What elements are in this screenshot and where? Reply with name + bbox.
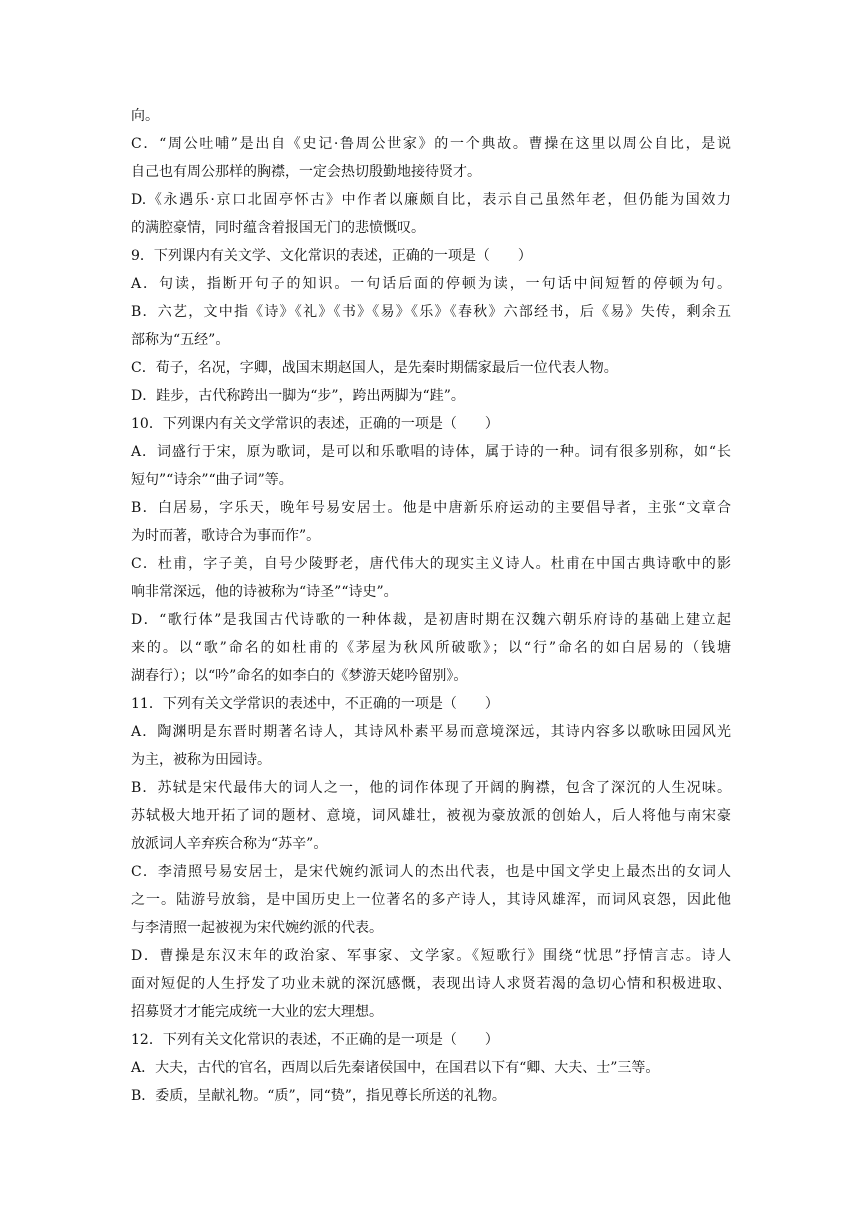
text-line: 之一。陆游号放翁，是中国历史上一位著名的多产诗人，其诗风雄浑，而词风哀怨，因此他: [131, 892, 731, 908]
text-line: 自己也有周公那样的胸襟，一定会热切殷勤地接待贤才。: [131, 164, 481, 180]
text-line: 为时而著，歌诗合为事而作”。: [131, 528, 321, 544]
text-line: 向。: [131, 108, 159, 124]
text-line: C．杜甫，字子美，自号少陵野老，唐代伟大的现实主义诗人。杜甫在中国古典诗歌中的影: [131, 556, 731, 572]
text-line: B．白居易，字乐天，晚年号易安居士。他是中唐新乐府运动的主要倡导者，主张“文章合: [131, 500, 731, 516]
question-12-stem: 12．下列有关文化常识的表述，不正确的是一项是（ ）: [131, 1032, 499, 1048]
text-line: B．六艺，文中指《诗》《礼》《书》《易》《乐》《春秋》六部经书，后《易》失传，剩余五: [131, 304, 731, 320]
text-line: 的满腔豪情，同时蕴含着报国无门的悲愤慨叹。: [131, 220, 425, 236]
text-line: B．苏轼是宋代最伟大的词人之一，他的词作体现了开阔的胸襟，包含了深沉的人生况味。: [131, 780, 731, 796]
text-line: D.《永遇乐·京口北固亭怀古》中作者以廉颇自比，表示自己虽然年老，但仍能为国效力: [131, 192, 731, 208]
text-line: 面对短促的人生抒发了功业未就的深沉感慨，表现出诗人求贤若渴的急切心情和积极进取、: [131, 976, 731, 992]
text-line: 为主，被称为田园诗。: [131, 752, 271, 768]
text-line: C．李清照号易安居士，是宋代婉约派词人的杰出代表，也是中国文学史上最杰出的女词人: [131, 864, 731, 880]
text-line: 来的。以“歌”命名的如杜甫的《茅屋为秋风所破歌》；以“行”命名的如白居易的（钱塘: [131, 640, 731, 656]
question-11-stem: 11．下列有关文学常识的表述中，不正确的一项是（ ）: [131, 696, 499, 712]
text-line: A．句读，指断开句子的知识。一句话后面的停顿为读，一句话中间短暂的停顿为句。: [131, 276, 731, 292]
text-line: B．委质，呈献礼物。“质”，同“贽”，指见尊长所送的礼物。: [131, 1088, 506, 1104]
text-line: D．跬步，古代称跨出一脚为“步”，跨出两脚为“跬”。: [131, 388, 465, 404]
question-9-stem: 9．下列课内有关文学、文化常识的表述，正确的一项是（ ）: [131, 248, 532, 264]
text-line: 放派词人辛弃疾合称为“苏辛”。: [131, 836, 328, 852]
text-line: 短句”“诗余”“曲子词”等。: [131, 472, 293, 488]
text-line: 苏轼极大地开拓了词的题材、意境，词风雄壮，被视为豪放派的创始人，后人将他与南宋豪: [131, 808, 731, 824]
document-page: [131, 102, 731, 1110]
question-10-stem: 10．下列课内有关文学常识的表述，正确的一项是（ ）: [131, 416, 499, 432]
text-line: D．“歌行体”是我国古代诗歌的一种体裁，是初唐时期在汉魏六朝乐府诗的基础上建立起: [131, 612, 731, 628]
text-line: 响非常深远，他的诗被称为“诗圣”“诗史”。: [131, 584, 398, 600]
text-line: A．陶渊明是东晋时期著名诗人，其诗风朴素平易而意境深远，其诗内容多以歌咏田园风光: [131, 724, 731, 740]
text-line: 与李清照一起被视为宋代婉约派的代表。: [131, 920, 383, 936]
text-line: C．荀子，名况，字卿，战国末期赵国人，是先秦时期儒家最后一位代表人物。: [131, 360, 618, 376]
text-line: C．“周公吐哺”是出自《史记·鲁周公世家》的一个典故。曹操在这里以周公自比，是说: [131, 136, 731, 152]
text-line: A．大夫，古代的官名，西周以后先秦诸侯国中，在国君以下有“卿、大夫、士”三等。: [131, 1060, 660, 1076]
text-line: 湖春行）；以“吟”命名的如李白的《梦游天姥吟留别》。: [131, 668, 468, 684]
text-line: 部称为“五经”。: [131, 332, 230, 348]
text-line: D．曹操是东汉末年的政治家、军事家、文学家。《短歌行》围绕“忧思”抒情言志。诗人: [131, 948, 731, 964]
text-line: A．词盛行于宋，原为歌词，是可以和乐歌唱的诗体，属于诗的一种。词有很多别称，如“长: [131, 444, 731, 460]
text-line: 招募贤才才能完成统一大业的宏大理想。: [131, 1004, 383, 1020]
